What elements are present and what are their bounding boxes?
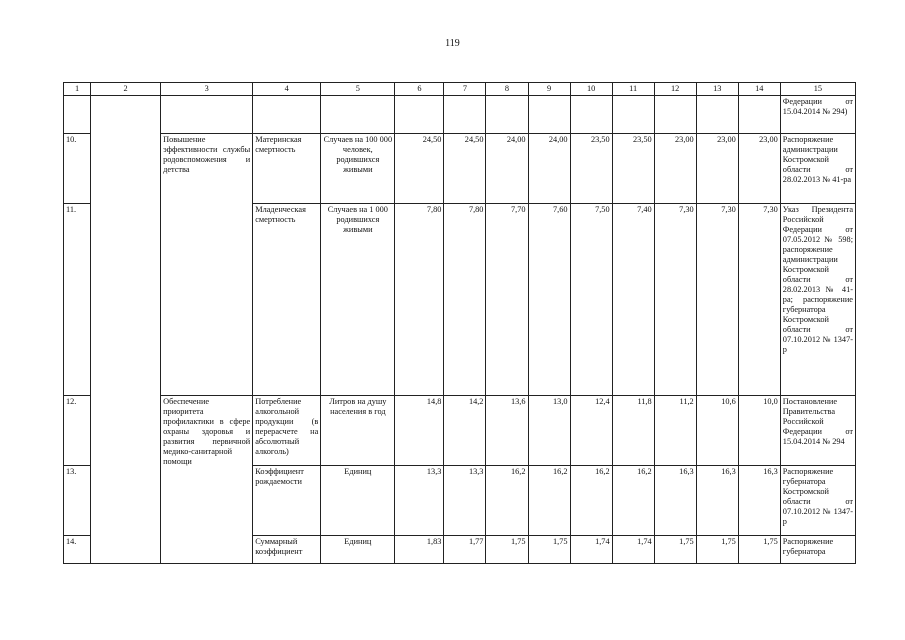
indicators-table <box>63 82 856 564</box>
column-header: 6 <box>395 83 444 96</box>
table-row <box>64 134 856 204</box>
value-cell: 1,75 <box>696 536 738 564</box>
indicator-cell: Суммарный коэффициент <box>253 536 321 564</box>
value-cell: 1,75 <box>654 536 696 564</box>
value-cell: 14,8 <box>395 396 444 466</box>
value-cell: 12,4 <box>570 396 612 466</box>
source-cell: Распоряжение губернатора <box>780 536 855 564</box>
task-cell: Обеспечение приоритета профилактики в сфере охраны здоровья и развития первичной медико-санитарной помощи <box>161 396 253 564</box>
value-cell: 24,50 <box>444 134 486 204</box>
value-cell: 24,00 <box>528 134 570 204</box>
value-cell: 23,50 <box>612 134 654 204</box>
table-row <box>64 396 856 466</box>
unit-cell <box>321 96 395 134</box>
source-cell: Указ Президента Российской Федерации от 07.05.2012 № 598; распоряжение администрации Костромской области от 28.02.2013 № 41-ра; распоряжение губернатора Костромской области от 07.10.2012 № 1347-р <box>780 204 855 396</box>
source-cell: Федерации от 15.04.2014 № 294) <box>780 96 855 134</box>
value-cell: 1,75 <box>528 536 570 564</box>
column-header: 10 <box>570 83 612 96</box>
value-cell: 14,2 <box>444 396 486 466</box>
column-header: 1 <box>64 83 91 96</box>
row-number: 11. <box>64 204 91 396</box>
page-number: 119 <box>445 38 460 49</box>
column-header: 9 <box>528 83 570 96</box>
value-cell: 16,2 <box>612 466 654 536</box>
row-number: 14. <box>64 536 91 564</box>
value-cell: 7,40 <box>612 204 654 396</box>
source-cell: Распоряжение администрации Костромской области от 28.02.2013 № 41-ра <box>780 134 855 204</box>
value-cell: 23,00 <box>738 134 780 204</box>
value-cell: 16,2 <box>528 466 570 536</box>
value-cell: 1,77 <box>444 536 486 564</box>
row-number: 10. <box>64 134 91 204</box>
column-header: 3 <box>161 83 253 96</box>
goal-cell <box>91 96 161 564</box>
column-header: 5 <box>321 83 395 96</box>
source-cell: Постановление Правительства Российской Федерации от 15.04.2014 № 294 <box>780 396 855 466</box>
indicator-cell: Коэффициент рождаемости <box>253 466 321 536</box>
value-cell: 10,0 <box>738 396 780 466</box>
value-cell: 7,50 <box>570 204 612 396</box>
value-cell: 16,2 <box>570 466 612 536</box>
value-cell: 13,3 <box>395 466 444 536</box>
column-header: 7 <box>444 83 486 96</box>
value-cell: 1,75 <box>486 536 528 564</box>
value-cell: 1,83 <box>395 536 444 564</box>
value-cell: 23,00 <box>696 134 738 204</box>
task-cell: Повышение эффективности службы родовспоможения и детства <box>161 134 253 396</box>
column-header: 2 <box>91 83 161 96</box>
column-header: 8 <box>486 83 528 96</box>
value-cell <box>528 96 570 134</box>
value-cell: 16,3 <box>696 466 738 536</box>
value-cell: 23,00 <box>654 134 696 204</box>
task-cell <box>161 96 253 134</box>
value-cell: 7,30 <box>738 204 780 396</box>
column-header: 12 <box>654 83 696 96</box>
indicator-cell: Материнская смертность <box>253 134 321 204</box>
value-cell: 7,80 <box>444 204 486 396</box>
value-cell: 7,60 <box>528 204 570 396</box>
value-cell: 1,74 <box>612 536 654 564</box>
table-row <box>64 96 856 134</box>
indicator-cell: Младенческая смертность <box>253 204 321 396</box>
value-cell: 16,3 <box>654 466 696 536</box>
value-cell <box>696 96 738 134</box>
value-cell: 7,30 <box>696 204 738 396</box>
row-number: 12. <box>64 396 91 466</box>
value-cell: 1,75 <box>738 536 780 564</box>
value-cell: 7,30 <box>654 204 696 396</box>
value-cell <box>570 96 612 134</box>
value-cell: 13,6 <box>486 396 528 466</box>
unit-cell: Литров на душу населения в год <box>321 396 395 466</box>
value-cell: 7,70 <box>486 204 528 396</box>
value-cell <box>612 96 654 134</box>
value-cell: 11,2 <box>654 396 696 466</box>
column-number-row <box>64 83 856 96</box>
column-header: 4 <box>253 83 321 96</box>
value-cell: 16,3 <box>738 466 780 536</box>
value-cell: 23,50 <box>570 134 612 204</box>
column-header: 11 <box>612 83 654 96</box>
unit-cell: Случаев на 100 000 человек, родившихся живыми <box>321 134 395 204</box>
value-cell: 11,8 <box>612 396 654 466</box>
indicator-cell <box>253 96 321 134</box>
value-cell <box>654 96 696 134</box>
value-cell: 13,0 <box>528 396 570 466</box>
indicator-cell: Потребление алкогольной продукции (в перерасчете на абсолютный алкоголь) <box>253 396 321 466</box>
value-cell <box>486 96 528 134</box>
value-cell: 13,3 <box>444 466 486 536</box>
value-cell: 24,50 <box>395 134 444 204</box>
value-cell: 7,80 <box>395 204 444 396</box>
value-cell <box>395 96 444 134</box>
value-cell: 24,00 <box>486 134 528 204</box>
row-number <box>64 96 91 134</box>
row-number: 13. <box>64 466 91 536</box>
unit-cell: Единиц <box>321 536 395 564</box>
value-cell: 10,6 <box>696 396 738 466</box>
value-cell <box>738 96 780 134</box>
column-header: 15 <box>780 83 855 96</box>
column-header: 13 <box>696 83 738 96</box>
value-cell <box>444 96 486 134</box>
value-cell: 1,74 <box>570 536 612 564</box>
source-cell: Распоряжение губернатора Костромской области от 07.10.2012 № 1347-р <box>780 466 855 536</box>
column-header: 14 <box>738 83 780 96</box>
unit-cell: Случаев на 1 000 родившихся живыми <box>321 204 395 396</box>
value-cell: 16,2 <box>486 466 528 536</box>
unit-cell: Единиц <box>321 466 395 536</box>
